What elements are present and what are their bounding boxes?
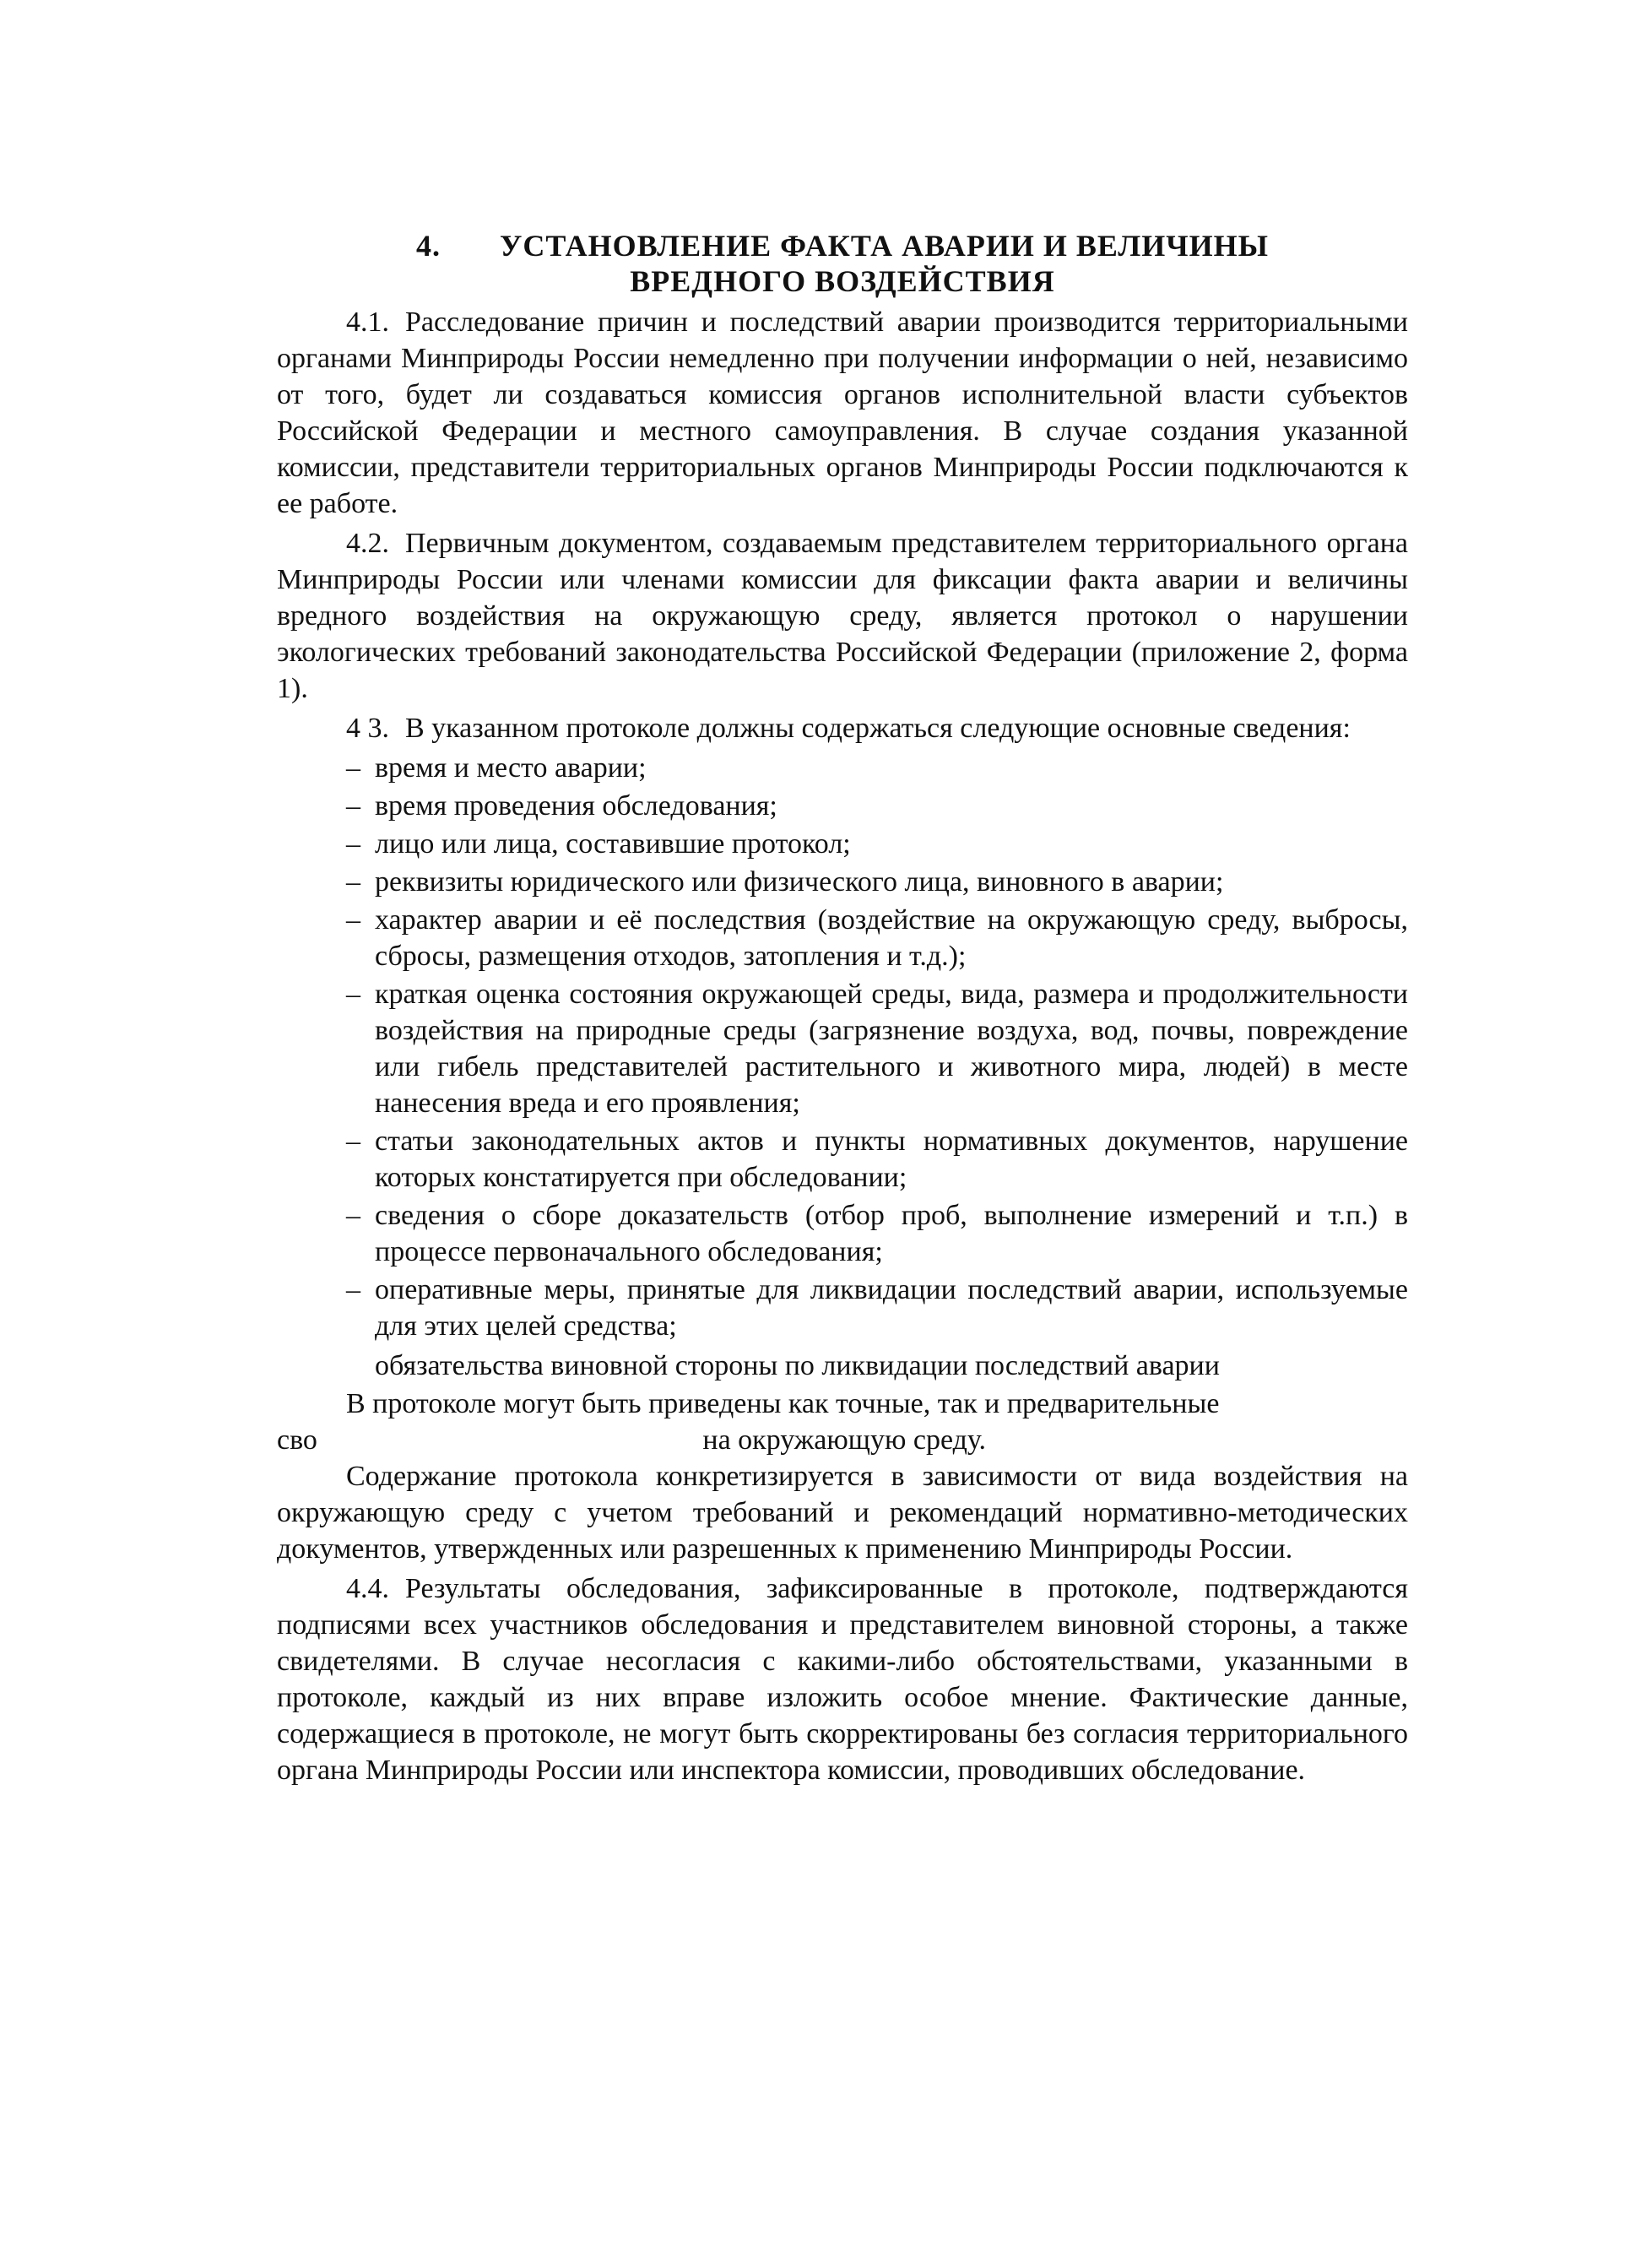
paragraph-number: 4.4. <box>346 1573 389 1604</box>
list-item <box>346 1197 1408 1270</box>
protocol-note-line2 <box>277 1422 1408 1458</box>
section-number: 4. <box>416 229 441 263</box>
obligation-line: обязательства виновной стороны по ликвидации последствий аварии <box>375 1350 1220 1381</box>
section-title-line1: УСТАНОВЛЕНИЕ ФАКТА АВАРИИ И ВЕЛИЧИНЫ <box>500 229 1269 263</box>
paragraph-number: 4.2. <box>346 528 389 559</box>
list-item-text: время и место аварии; <box>375 752 647 784</box>
paragraph-text: Результаты обследования, зафиксированные в протоколе, подтверждаются подписями всех участников обследования и представителем виновной стороны, а также свидетелями. В случае несогласия с какими-либо обстоятельствами, указанными в протоколе, каждый из них вправе изложить особое мнение. Фактические данные, содержащиеся в протоколе, не могут быть скорректированы без согласия территориального органа Минприроды России или инспектора комиссии, проводивших обследование. <box>277 1573 1408 1786</box>
list-item-text: характер аварии и её последствия (воздействие на окружающую среду, выбросы, сбросы, размещения отходов, затопления и т.д.); <box>375 904 1408 972</box>
list-item-text: реквизиты юридического или физического лица, виновного в аварии; <box>375 866 1224 898</box>
list-item <box>346 1123 1408 1196</box>
dash-bullet: – <box>346 1126 360 1157</box>
dash-bullet: – <box>346 904 360 936</box>
list-item-text: краткая оценка состояния окружающей среды, вида, размера и продолжительности воздействия на природные среды (загрязнение воздуха, вод, почвы, повреждение или гибель представителей растительного и животного мира, людей) в месте нанесения вреда и его проявления; <box>375 979 1408 1119</box>
required-info-list <box>277 750 1408 1344</box>
protocol-note-fragment-start: сво <box>277 1424 317 1456</box>
list-item <box>346 826 1408 862</box>
paragraph-4-2 <box>277 525 1408 707</box>
paragraph-4-3 <box>277 710 1408 746</box>
paragraph-4-1 <box>277 304 1408 522</box>
list-item <box>346 976 1408 1121</box>
protocol-note-line1: В протоколе могут быть приведены как точные, так и предварительные <box>346 1388 1220 1419</box>
list-item-text: статьи законодательных актов и пункты нормативных документов, нарушение которых констатируется при обследовании; <box>375 1126 1408 1193</box>
paragraph-number: 4 3. <box>346 713 389 744</box>
dash-bullet: – <box>346 1200 360 1231</box>
list-item <box>346 788 1408 824</box>
dash-bullet: – <box>346 979 360 1010</box>
protocol-content-paragraph: Содержание протокола конкретизируется в зависимости от вида воздействия на окружающую среду с учетом требований и рекомендаций нормативно-методических документов, утвержденных или разрешенных к применению Минприроды России. <box>277 1461 1408 1565</box>
list-item-text: время проведения обследования; <box>375 790 777 822</box>
list-item-text: сведения о сборе доказательств (отбор проб, выполнение измерений и т.п.) в процессе первоначального обследования; <box>375 1200 1408 1267</box>
document-body <box>277 228 1408 1792</box>
dash-bullet: – <box>346 866 360 898</box>
paragraph-text: Расследование причин и последствий аварии производится территориальными органами Минприроды России немедленно при получении информации о ней, независимо от того, будет ли создаваться комиссия органов исполнительной власти субъектов Российской Федерации и местного самоуправления. В случае создания указанной комиссии, представители территориальных органов Минприроды России подключаются к ее работе. <box>277 306 1408 519</box>
paragraph-text: Первичным документом, создаваемым представителем территориального органа Минприроды России или членами комиссии для фиксации факта аварии и величины вредного воздействия на окружающую среду, является протокол о нарушении экологических требований законодательства Российской Федерации (приложение 2, форма 1). <box>277 528 1408 704</box>
section-title-line2: ВРЕДНОГО ВОЗДЕЙСТВИЯ <box>630 264 1055 298</box>
dash-bullet: – <box>346 828 360 860</box>
dash-bullet: – <box>346 752 360 784</box>
paragraph-text: В указанном протоколе должны содержаться следующие основные сведения: <box>405 713 1351 744</box>
list-item <box>346 902 1408 974</box>
paragraph-number: 4.1. <box>346 306 389 338</box>
paragraph-4-4 <box>277 1570 1408 1788</box>
list-item <box>346 750 1408 786</box>
dash-bullet: – <box>346 790 360 822</box>
list-item-text: лицо или лица, составившие протокол; <box>375 828 851 860</box>
section-heading <box>277 228 1408 299</box>
protocol-note-fragment-end: на окружающую среду. <box>702 1424 986 1456</box>
dash-bullet: – <box>346 1274 360 1305</box>
list-item <box>346 1272 1408 1344</box>
list-item-text: оперативные меры, принятые для ликвидации последствий аварии, используемые для этих целей средства; <box>375 1274 1408 1342</box>
list-item <box>346 864 1408 900</box>
